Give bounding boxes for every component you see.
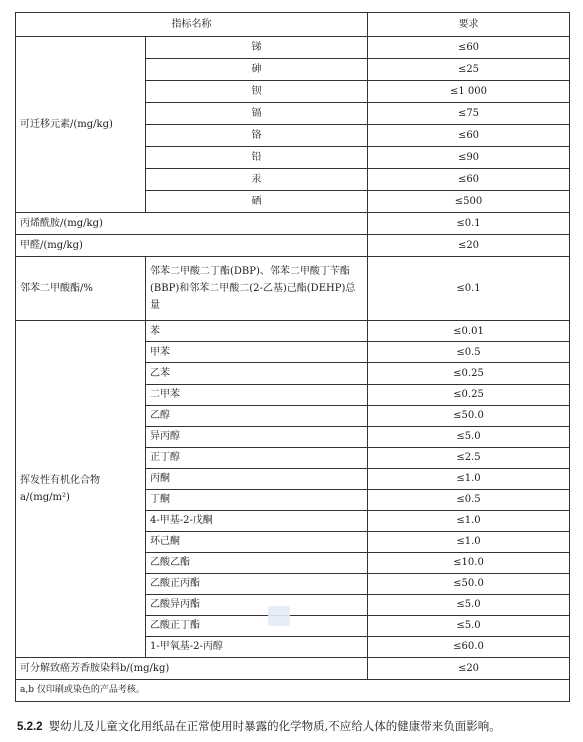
element-limit: ≤60 [368, 37, 570, 59]
formaldehyde-label: 甲醛/(mg/kg) [16, 235, 368, 257]
table-row [16, 321, 570, 342]
header-indicator-name: 指标名称 [16, 13, 368, 37]
table-row [16, 37, 570, 59]
element-limit: ≤1 000 [368, 81, 570, 103]
voc-limit: ≤60.0 [368, 636, 570, 657]
element-name: 锑 [146, 37, 368, 59]
table-row [16, 235, 570, 257]
clause-paragraph [17, 718, 501, 734]
element-limit: ≤90 [368, 147, 570, 169]
voc-limit: ≤1.0 [368, 510, 570, 531]
element-limit: ≤60 [368, 169, 570, 191]
voc-name: 乙酸正丁酯 [146, 615, 368, 636]
clause-number: 5.2.2 [17, 721, 43, 733]
element-name: 汞 [146, 169, 368, 191]
voc-limit: ≤1.0 [368, 531, 570, 552]
voc-name: 苯 [146, 321, 368, 342]
voc-name: 乙酸异丙酯 [146, 594, 368, 615]
acrylamide-limit: ≤0.1 [368, 213, 570, 235]
voc-name: 乙酸正丙酯 [146, 573, 368, 594]
voc-limit: ≤5.0 [368, 426, 570, 447]
voc-limit: ≤0.5 [368, 342, 570, 363]
acrylamide-label: 丙烯酰胺/(mg/kg) [16, 213, 368, 235]
azo-dye-label: 可分解致癌芳香胺染料b/(mg/kg) [16, 657, 368, 679]
watermark-logo [268, 606, 290, 626]
voc-name: 正丁醇 [146, 447, 368, 468]
voc-name: 二甲苯 [146, 384, 368, 405]
voc-name: 异丙醇 [146, 426, 368, 447]
table-row [16, 213, 570, 235]
voc-name: 乙苯 [146, 363, 368, 384]
phthalate-label: 邻苯二甲酸酯/% [16, 257, 146, 321]
element-name: 铬 [146, 125, 368, 147]
voc-limit: ≤0.25 [368, 384, 570, 405]
element-name: 硒 [146, 191, 368, 213]
voc-name: 1-甲氧基-2-丙醇 [146, 636, 368, 657]
migratable-elements-label: 可迁移元素/(mg/kg) [16, 37, 146, 213]
element-limit: ≤500 [368, 191, 570, 213]
formaldehyde-limit: ≤20 [368, 235, 570, 257]
voc-limit: ≤50.0 [368, 405, 570, 426]
phthalate-limit: ≤0.1 [368, 257, 570, 321]
azo-dye-limit: ≤20 [368, 657, 570, 679]
element-name: 铅 [146, 147, 368, 169]
voc-limit: ≤0.25 [368, 363, 570, 384]
table-header-row [16, 13, 570, 37]
voc-limit: ≤1.0 [368, 468, 570, 489]
element-limit: ≤60 [368, 125, 570, 147]
voc-name: 丙酮 [146, 468, 368, 489]
voc-limit: ≤10.0 [368, 552, 570, 573]
voc-label: 挥发性有机化合物a/(mg/m²) [16, 321, 146, 658]
clause-text: 婴幼儿及儿童文化用纸品在正常使用时暴露的化学物质,不应给人体的健康带来负面影响。 [48, 719, 501, 733]
header-requirement: 要求 [368, 13, 570, 37]
voc-name: 乙酸乙酯 [146, 552, 368, 573]
phthalate-description: 邻苯二甲酸二丁酯(DBP)、邻苯二甲酸丁苄酯(BBP)和邻苯二甲酸二(2-乙基)己酯(DEHP)总量 [146, 257, 368, 321]
table-row [16, 257, 570, 321]
voc-name: 丁酮 [146, 489, 368, 510]
voc-name: 乙醇 [146, 405, 368, 426]
table-body [16, 37, 570, 702]
voc-limit: ≤50.0 [368, 573, 570, 594]
voc-name: 环己酮 [146, 531, 368, 552]
voc-name: 4-甲基-2-戊酮 [146, 510, 368, 531]
element-name: 钡 [146, 81, 368, 103]
table-footnote: a,b 仅印刷或染色的产品考核。 [16, 679, 570, 701]
table-row [16, 679, 570, 701]
voc-limit: ≤5.0 [368, 615, 570, 636]
voc-limit: ≤2.5 [368, 447, 570, 468]
table-row [16, 657, 570, 679]
voc-limit: ≤0.01 [368, 321, 570, 342]
element-limit: ≤75 [368, 103, 570, 125]
voc-limit: ≤0.5 [368, 489, 570, 510]
element-name: 镉 [146, 103, 368, 125]
specification-table [15, 12, 570, 702]
voc-limit: ≤5.0 [368, 594, 570, 615]
element-limit: ≤25 [368, 59, 570, 81]
voc-name: 甲苯 [146, 342, 368, 363]
element-name: 砷 [146, 59, 368, 81]
